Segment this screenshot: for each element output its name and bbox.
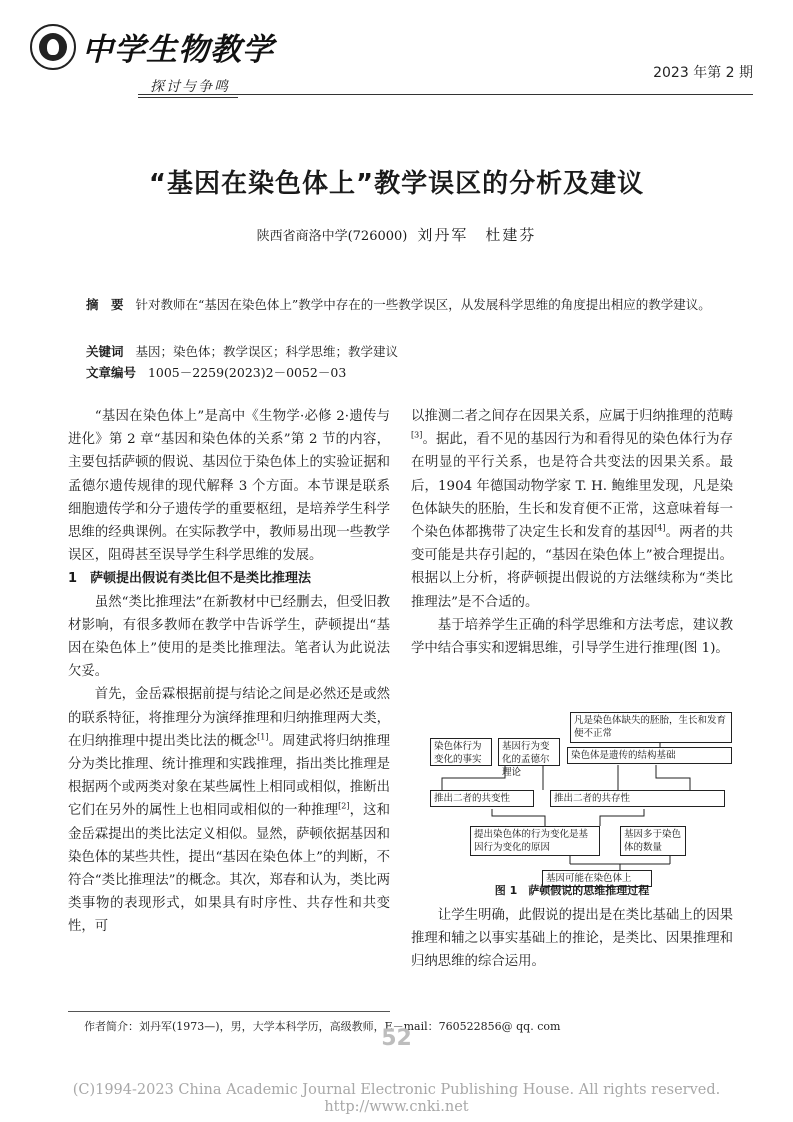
author-names: 刘丹军 杜建芬 bbox=[417, 226, 537, 244]
column-name: 探讨与争鸣 bbox=[150, 79, 230, 95]
paragraph-text: 。据此，看不见的基因行为和看得见的染色体行为存在明显的平行关系，也是符合共变法的因果关系。最后，1904 年德国动物学家 T. H. 鲍维里发现，凡是染色体缺失的胚胎，生长和发育便不正常，这意味着每一个染色体都携带了决定生长和发育的基因 bbox=[411, 432, 733, 541]
abstract-label: 摘 要 bbox=[86, 297, 124, 312]
keywords-label: 关键词 bbox=[86, 344, 124, 359]
reference-1: [1] bbox=[257, 732, 269, 742]
abstract-text: 针对教师在“基因在染色体上”教学中存在的一些教学误区，从发展科学思维的角度提出相应的教学建议。 bbox=[135, 297, 711, 312]
figure-box-chromosome-behavior: 染色体行为变化的事实 bbox=[430, 738, 492, 766]
reference-4: [4] bbox=[654, 523, 666, 533]
header-rule bbox=[138, 94, 753, 95]
copyright-notice: (C)1994-2023 China Academic Journal Electronic Publishing House. All rights reserved. http://www.cnki.net bbox=[72, 1082, 735, 1115]
affiliation: 陕西省商洛中学(726000) bbox=[256, 229, 408, 244]
figure-box-common-change: 推出二者的共变性 bbox=[430, 790, 534, 807]
figure-box-conclusion: 基因可能在染色体上 bbox=[542, 870, 652, 887]
figure-box-embryo-fact: 凡是染色体缺失的胚胎，生长和发育便不正常 bbox=[570, 712, 732, 743]
journal-seal-logo bbox=[30, 24, 76, 70]
issue-label: 2023 年第 2 期 bbox=[653, 65, 753, 81]
reference-2: [2] bbox=[338, 801, 350, 811]
footnote-rule bbox=[68, 1011, 390, 1012]
section-1-heading: 1 萨顿提出假说有类比但不是类比推理法 bbox=[68, 571, 312, 587]
right-paragraph-3: 让学生明确，此假说的提出是在类比基础上的因果推理和辅之以事实基础上的推论，是类比、因果推理和归纳思维的综合运用。 bbox=[411, 908, 733, 970]
left-column bbox=[68, 405, 390, 939]
figure-box-more-genes: 基因多于染色体的数量 bbox=[620, 826, 686, 856]
article-number-value: 1005－2259(2023)2－0052－03 bbox=[147, 365, 347, 380]
figure-caption: 图 1 萨顿假说的思维推理过程 bbox=[494, 884, 650, 897]
right-column-top bbox=[411, 405, 733, 660]
abstract bbox=[86, 294, 726, 315]
figure-box-structural-basis: 染色体是遗传的结构基础 bbox=[567, 747, 732, 764]
article-number bbox=[86, 362, 726, 383]
paragraph-text: 首先，金岳霖根据前提与结论之间是必然还是或然的联系特征，将推理分为演绎推理和归纳推理两大类，在归纳推理中提出类比法的概念 bbox=[68, 687, 390, 749]
paragraph-text: 以推测二者之间存在因果关系，应属于归纳推理的范畴 bbox=[411, 409, 733, 424]
author-footnote: 作者简介：刘丹军(1973—)，男，大学本科学历，高级教师，E－mail：760522856@ qq. com bbox=[84, 1020, 561, 1033]
reference-3: [3] bbox=[411, 430, 423, 440]
journal-name: 中学生物教学 bbox=[82, 32, 274, 68]
keywords bbox=[86, 341, 726, 362]
figure-box-cause: 提出染色体的行为变化是基因行为变化的原因 bbox=[470, 826, 600, 856]
header-rule-short bbox=[138, 97, 238, 98]
right-column-bottom bbox=[411, 904, 733, 974]
section-1-paragraph-2 bbox=[68, 683, 390, 938]
paragraph-text: 。两者的共变可能是共存引起的，“基因在染色体上”被合理提出。根据以上分析，将萨顿提出假说的方法继续称为“类比推理法”是不合适的。 bbox=[411, 525, 734, 610]
right-paragraph-2: 基于培养学生正确的科学思维和方法考虑，建议教学中结合事实和逻辑思维，引导学生进行推理(图 1)。 bbox=[411, 617, 733, 657]
page-number: 52 bbox=[381, 1026, 412, 1051]
article-number-label: 文章编号 bbox=[86, 365, 137, 380]
author-line bbox=[0, 224, 793, 245]
keywords-text: 基因；染色体；教学误区；科学思维；教学建议 bbox=[135, 344, 398, 359]
intro-paragraph: “基因在染色体上”是高中《生物学·必修 2·遗传与进化》第 2 章“基因和染色体的关系”第 2 节的内容，主要包括萨顿的假说、基因位于染色体上的实验证据和孟德尔遗传规律的现代解释 3 个方面。本节课是联系细胞遗传学和分子遗传学的重要枢纽，是培养学生科学思维的经典课例。在实际教学中，教师易出现一些教学误区，阻碍甚至误导学生科学思维的发展。 bbox=[68, 409, 390, 564]
section-1-paragraph-1: 虽然“类比推理法”在新教材中已经删去，但受旧教材影响，有很多教师在教学中告诉学生，萨顿提出“基因在染色体上”使用的是类比推理法。笔者认为此说法欠妥。 bbox=[68, 594, 390, 680]
figure-box-coexistence: 推出二者的共存性 bbox=[550, 790, 725, 807]
figure-1 bbox=[420, 708, 736, 908]
right-paragraph-1 bbox=[411, 405, 733, 614]
paragraph-text: ，这和金岳霖提出的类比法定义相似。显然，萨顿依据基因和染色体的某些共性，提出“基因在染色体上”的判断，不符合“类比推理法”的概念。其次，郑春和认为，类比两类事物的表现形式，如果具有时序性、共存性和共变性，可 bbox=[68, 803, 391, 935]
article-title: “基因在染色体上”教学误区的分析及建议 bbox=[148, 169, 645, 199]
paragraph-text: 。周建武将归纳推理分为类比推理、统计推理和实践推理，指出类比推理是根据两个或两类对象在某些属性上相同或相似，推断出它们在另外的属性上也相同或相似的一种推理 bbox=[68, 733, 391, 819]
figure-box-gene-behavior: 基因行为变化的孟德尔理论 bbox=[498, 738, 560, 766]
